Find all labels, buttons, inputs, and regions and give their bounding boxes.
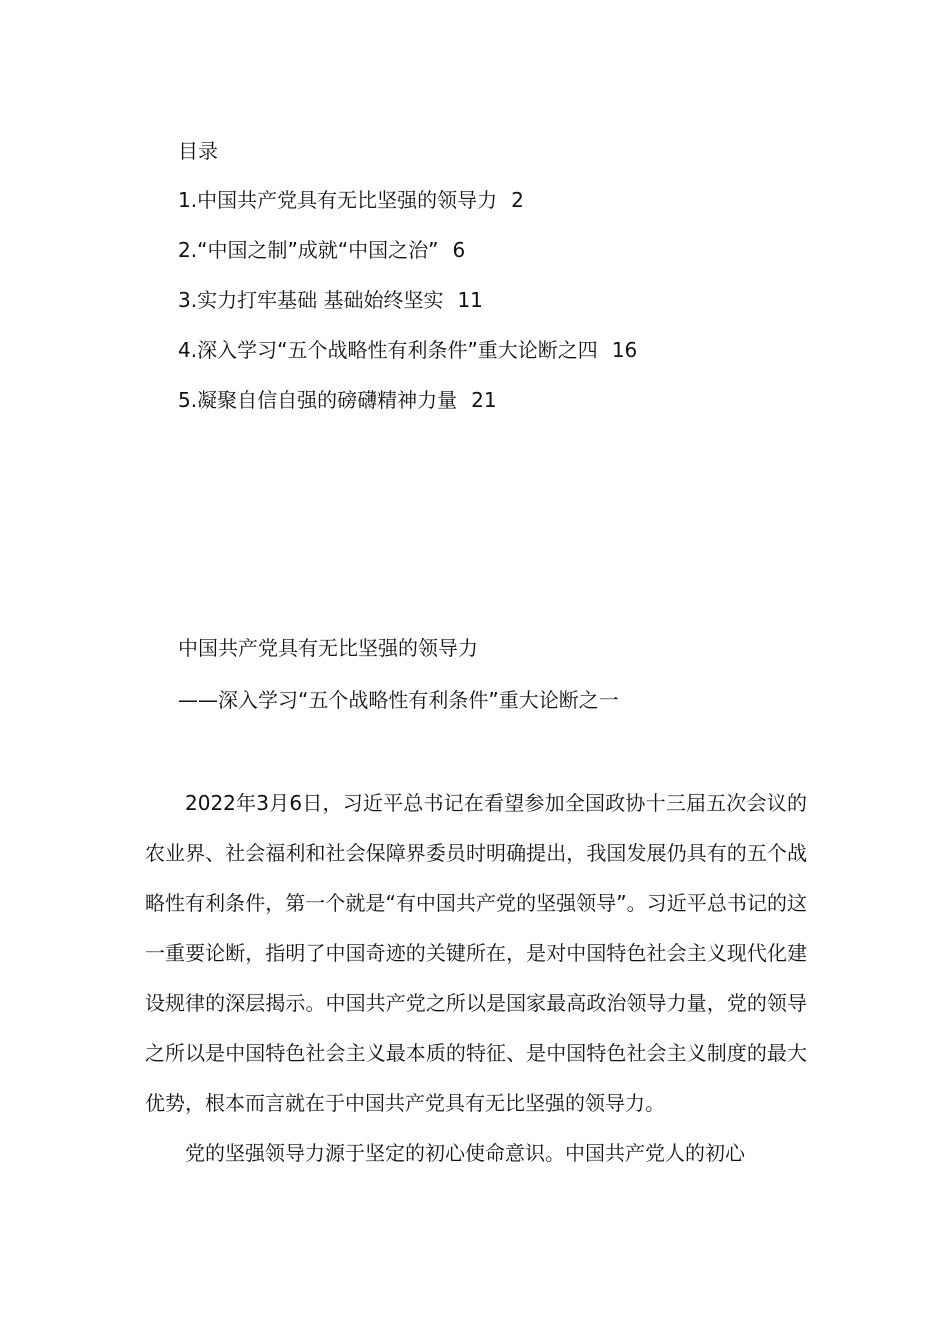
- toc-item[interactable]: [178, 386, 637, 436]
- toc-item[interactable]: [178, 286, 637, 336]
- article-body: [145, 778, 807, 1178]
- table-of-contents: [178, 186, 637, 436]
- toc-item-page: 11: [457, 288, 483, 312]
- toc-item-page: 2: [511, 188, 524, 212]
- article-title: 中国共产党具有无比坚强的领导力: [178, 636, 478, 660]
- toc-item-label: 2.“中国之制”成就“中国之治”: [178, 238, 439, 262]
- toc-item-label: 3.实力打牢基础 基础始终坚实: [178, 288, 444, 312]
- toc-item-page: 21: [471, 388, 497, 412]
- toc-item-label: 1.中国共产党具有无比坚强的领导力: [178, 188, 498, 212]
- article-subtitle: ——深入学习“五个战略性有利条件”重大论断之一: [178, 688, 619, 712]
- body-paragraph: 党的坚强领导力源于坚定的初心使命意识。中国共产党人的初心: [185, 1141, 745, 1165]
- toc-item[interactable]: [178, 336, 637, 386]
- toc-item-label: 5.凝聚自信自强的磅礴精神力量: [178, 388, 458, 412]
- toc-item-label: 4.深入学习“五个战略性有利条件”重大论断之四: [178, 338, 598, 362]
- toc-item[interactable]: [178, 186, 637, 236]
- toc-item-page: 6: [452, 238, 466, 262]
- toc-item-page: 16: [611, 338, 638, 362]
- body-paragraph: 2022年3月6日，习近平总书记在看望参加全国政协十三届五次会议的农业界、社会福利和社会保障界委员时明确提出，我国发展仍具有的五个战略性有利条件，第一个就是“有中国共产党的坚强领导”。习近平总书记的这一重要论断，指明了中国奇迹的关键所在，是对中国特色社会主义现代化建设规律的深层揭示。中国共产党之所以是国家最高政治领导力量，党的领导之所以是中国特色社会主义最本质的特征、是中国特色社会主义制度的最大优势，根本而言就在于中国共产党具有无比坚强的领导力。: [145, 791, 807, 1115]
- toc-item[interactable]: [178, 236, 637, 286]
- toc-heading: 目录: [178, 139, 218, 163]
